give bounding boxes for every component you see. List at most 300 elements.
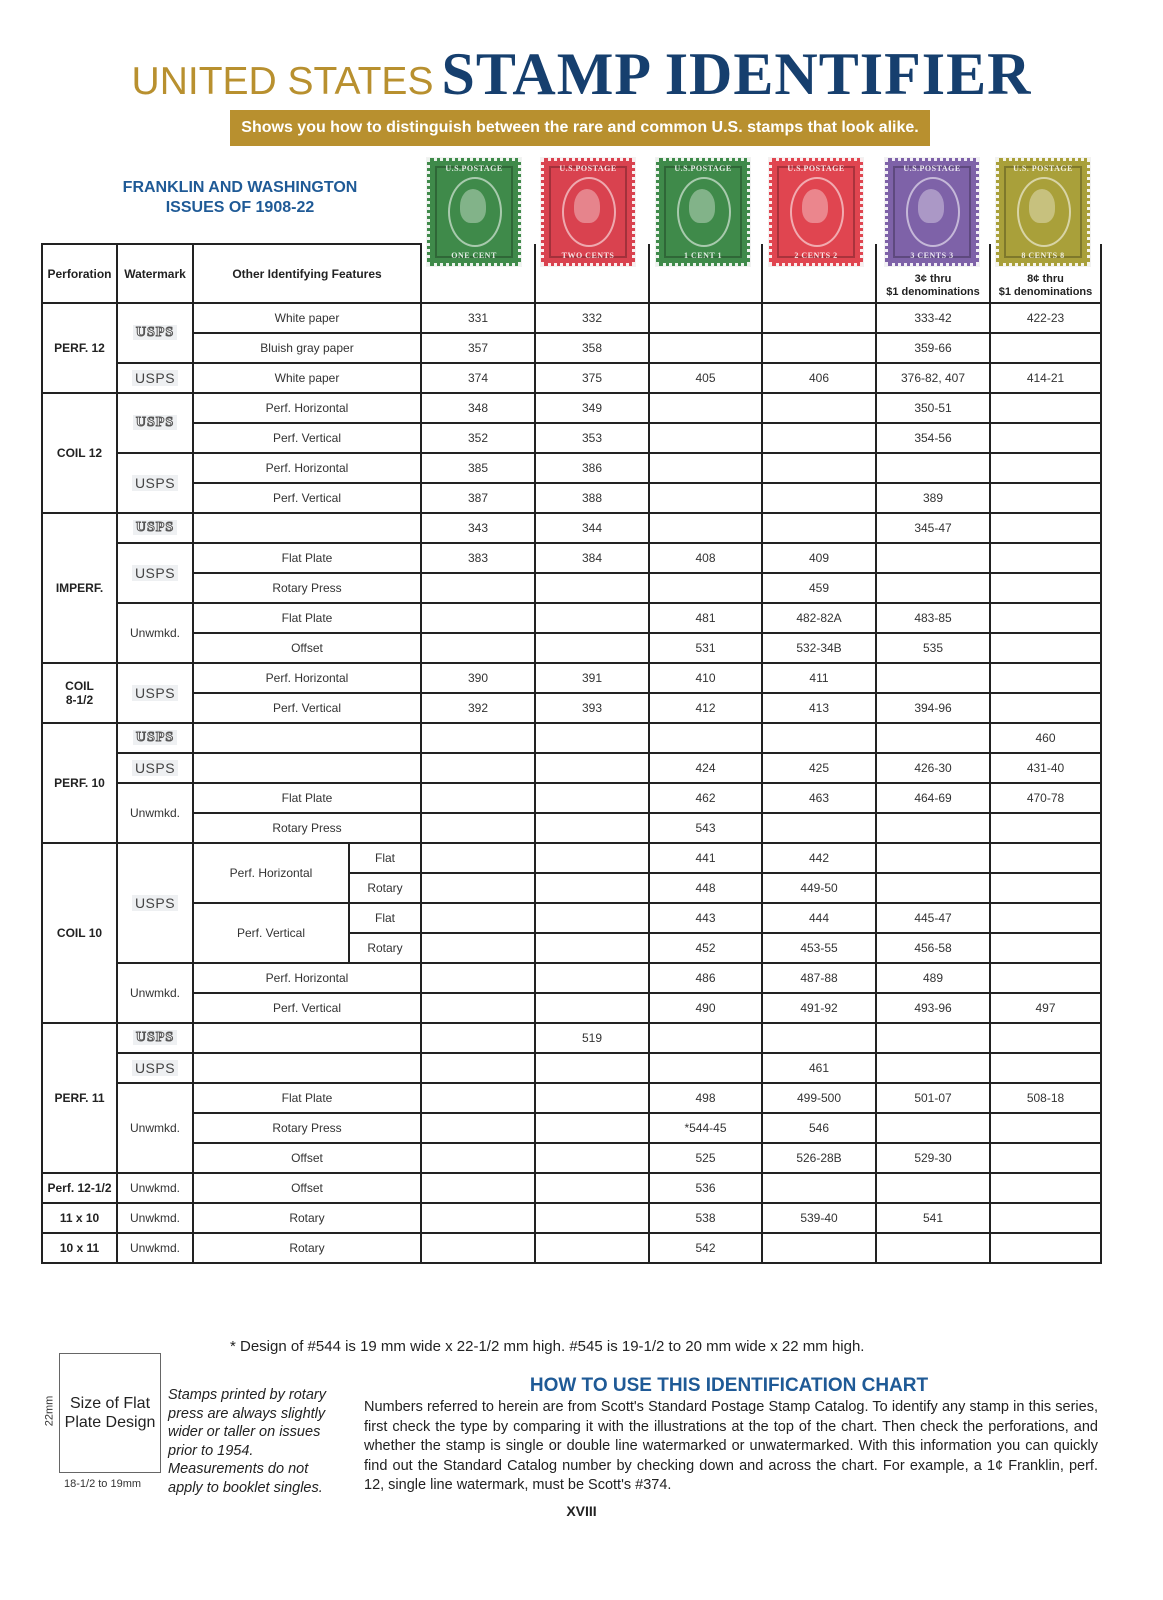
feature-cell <box>193 513 421 543</box>
catalog-number-cell: 542 <box>649 1233 762 1263</box>
catalog-number-cell <box>535 1203 649 1233</box>
catalog-number-cell <box>876 723 990 753</box>
catalog-number-cell <box>876 1233 990 1263</box>
catalog-number-cell: 448 <box>649 873 762 903</box>
watermark-cell: Unwmkd. <box>117 963 193 1023</box>
feature-cell <box>193 723 421 753</box>
catalog-number-cell: 359-66 <box>876 333 990 363</box>
catalog-number-cell: 445-47 <box>876 903 990 933</box>
catalog-number-cell: 531 <box>649 633 762 663</box>
catalog-number-cell <box>990 933 1101 963</box>
catalog-number-cell: 489 <box>876 963 990 993</box>
catalog-number-cell <box>990 1023 1101 1053</box>
catalog-number-cell: 414-21 <box>990 363 1101 393</box>
table-row <box>42 453 1101 483</box>
catalog-number-cell <box>421 1233 535 1263</box>
feature-cell: Offset <box>193 1173 421 1203</box>
single-line-watermark-icon: USPS <box>132 370 178 386</box>
page-number: XVIII <box>566 1503 597 1519</box>
catalog-number-cell <box>990 963 1101 993</box>
catalog-number-cell <box>535 1143 649 1173</box>
feature-cell: White paper <box>193 303 421 333</box>
catalog-number-cell: 487-88 <box>762 963 876 993</box>
catalog-number-cell <box>535 843 649 873</box>
catalog-number-cell <box>535 723 649 753</box>
catalog-number-cell <box>876 813 990 843</box>
catalog-number-cell: 349 <box>535 393 649 423</box>
catalog-number-cell <box>535 633 649 663</box>
how-to-body: Numbers referred to herein are from Scott's Standard Postage Stamp Catalog. To identify any stamp in this series, first check the type by comparing it with the illustrations at the top of the chart. Then check the perforations, and whether the stamp is single or double line watermarked or unwatermarked. With this information you can quickly find out the Standard Catalog number by checking down and across the chart. For example, a 1¢ Franklin, perf. 12, single line watermark, must be Scott's #374. <box>364 1399 1098 1493</box>
table-row <box>42 513 1101 543</box>
catalog-number-cell: 390 <box>421 663 535 693</box>
title-prefix: UNITED STATES <box>131 60 434 103</box>
catalog-number-cell <box>421 963 535 993</box>
catalog-number-cell <box>876 1173 990 1203</box>
how-to-title: HOW TO USE THIS IDENTIFICATION CHART <box>529 1375 929 1396</box>
catalog-number-cell <box>876 663 990 693</box>
catalog-number-cell <box>421 933 535 963</box>
catalog-number-cell: 543 <box>649 813 762 843</box>
catalog-number-cell <box>535 1233 649 1263</box>
catalog-number-cell <box>649 723 762 753</box>
catalog-number-cell: 387 <box>421 483 535 513</box>
catalog-number-cell <box>990 1203 1101 1233</box>
table-row <box>42 423 1101 453</box>
double-line-watermark-icon: USPS <box>133 520 177 535</box>
catalog-number-cell: 456-58 <box>876 933 990 963</box>
watermark-cell <box>117 543 193 603</box>
footnote: * Design of #544 is 19 mm wide x 22-1/2 mm high. #545 is 19-1/2 to 20 mm wide x 22 mm high. <box>230 1338 865 1355</box>
catalog-number-cell: 375 <box>535 363 649 393</box>
feature-cell: Rotary Press <box>193 1113 421 1143</box>
catalog-number-cell <box>421 573 535 603</box>
feature-cell: Perf. Vertical <box>193 423 421 453</box>
title-main: STAMP IDENTIFIER <box>441 41 1032 107</box>
feature-cell: Perf. Vertical <box>193 993 421 1023</box>
catalog-number-cell <box>990 1233 1101 1263</box>
feature-cell: Perf. Vertical <box>193 483 421 513</box>
catalog-number-cell: 409 <box>762 543 876 573</box>
double-line-watermark-icon: USPS <box>133 415 177 430</box>
catalog-number-cell <box>876 453 990 483</box>
catalog-number-cell: 333-42 <box>876 303 990 333</box>
feature-cell <box>193 1053 421 1083</box>
catalog-number-cell: 482-82A <box>762 603 876 633</box>
catalog-number-cell: 498 <box>649 1083 762 1113</box>
catalog-number-cell: 490 <box>649 993 762 1023</box>
portrait-icon <box>689 189 715 223</box>
watermark-cell <box>117 393 193 453</box>
feature-cell: Flat Plate <box>193 783 421 813</box>
watermark-cell <box>117 1023 193 1053</box>
table-row <box>42 813 1101 843</box>
catalog-number-cell: 449-50 <box>762 873 876 903</box>
identifier-table <box>41 243 1102 1264</box>
stamp-top-text: U.S.POSTAGE <box>445 164 503 173</box>
catalog-number-cell: 464-69 <box>876 783 990 813</box>
catalog-number-cell <box>421 1023 535 1053</box>
table-row <box>42 963 1101 993</box>
series-subtitle-line1: FRANKLIN AND WASHINGTON <box>122 179 358 196</box>
catalog-number-cell <box>421 633 535 663</box>
double-line-watermark-icon: USPS <box>133 730 177 745</box>
catalog-number-cell: 331 <box>421 303 535 333</box>
catalog-number-cell: 424 <box>649 753 762 783</box>
catalog-number-cell <box>421 873 535 903</box>
table-row <box>42 1053 1101 1083</box>
catalog-number-cell: 441 <box>649 843 762 873</box>
header-col-8c-denominations: 8¢ thru $1 denominations <box>990 244 1101 303</box>
perforation-group: Perf. 12-1/2 <box>42 1173 117 1203</box>
catalog-number-cell: 539-40 <box>762 1203 876 1233</box>
catalog-number-cell: 413 <box>762 693 876 723</box>
perforation-group: PERF. 11 <box>42 1023 117 1173</box>
single-line-watermark-icon: USPS <box>132 685 178 701</box>
table-row <box>42 693 1101 723</box>
header-col-2c-numeral <box>762 244 876 303</box>
catalog-number-cell <box>535 753 649 783</box>
catalog-number-cell <box>421 753 535 783</box>
table-row <box>42 1023 1101 1053</box>
perforation-group: IMPERF. <box>42 513 117 663</box>
catalog-number-cell: 383 <box>421 543 535 573</box>
header-row <box>42 244 1101 303</box>
catalog-number-cell: 353 <box>535 423 649 453</box>
catalog-number-cell <box>990 1053 1101 1083</box>
catalog-number-cell: 391 <box>535 663 649 693</box>
perforation-group: PERF. 12 <box>42 303 117 393</box>
catalog-number-cell <box>990 1113 1101 1143</box>
catalog-number-cell <box>990 813 1101 843</box>
catalog-number-cell <box>876 573 990 603</box>
catalog-number-cell: 392 <box>421 693 535 723</box>
catalog-number-cell <box>762 1173 876 1203</box>
feature-cell: Flat Plate <box>193 603 421 633</box>
table-row <box>42 543 1101 573</box>
single-line-watermark-icon: USPS <box>132 1060 178 1076</box>
rotary-note: Stamps printed by rotary press are always slightly wider or taller on issues prior to 1954. Measurements do not apply to booklet singles. <box>168 1387 326 1496</box>
catalog-number-cell: 452 <box>649 933 762 963</box>
catalog-number-cell <box>649 483 762 513</box>
catalog-number-cell: 345-47 <box>876 513 990 543</box>
catalog-number-cell <box>990 1143 1101 1173</box>
catalog-number-cell: 374 <box>421 363 535 393</box>
stamp-top-text: U.S.POSTAGE <box>787 164 845 173</box>
catalog-number-cell: 411 <box>762 663 876 693</box>
catalog-number-cell <box>990 873 1101 903</box>
catalog-number-cell: 536 <box>649 1173 762 1203</box>
catalog-number-cell <box>876 543 990 573</box>
catalog-number-cell: 493-96 <box>876 993 990 1023</box>
table-row <box>42 603 1101 633</box>
table-row <box>42 333 1101 363</box>
perforation-group: PERF. 10 <box>42 723 117 843</box>
feature-cell: Perf. Vertical <box>193 903 349 963</box>
table-row <box>42 303 1101 333</box>
table-row <box>42 723 1101 753</box>
catalog-number-cell <box>535 1053 649 1083</box>
table-row <box>42 633 1101 663</box>
feature-subcell: Rotary <box>349 933 421 963</box>
catalog-number-cell <box>649 423 762 453</box>
watermark-cell: Unwmkd. <box>117 1083 193 1173</box>
feature-subcell: Flat <box>349 903 421 933</box>
feature-subcell: Flat <box>349 843 421 873</box>
header-col-1c-franklin <box>421 244 535 303</box>
stamp-top-text: U.S. POSTAGE <box>1013 164 1073 173</box>
catalog-number-cell <box>535 573 649 603</box>
catalog-number-cell: 354-56 <box>876 423 990 453</box>
catalog-number-cell <box>649 303 762 333</box>
catalog-number-cell <box>535 1083 649 1113</box>
feature-subcell: Rotary <box>349 873 421 903</box>
catalog-number-cell: 394-96 <box>876 693 990 723</box>
catalog-number-cell: 481 <box>649 603 762 633</box>
catalog-number-cell: 384 <box>535 543 649 573</box>
catalog-number-cell <box>535 1173 649 1203</box>
catalog-number-cell: 491-92 <box>762 993 876 1023</box>
watermark-cell <box>117 723 193 753</box>
table-row <box>42 1173 1101 1203</box>
catalog-number-cell <box>990 603 1101 633</box>
catalog-number-cell: 535 <box>876 633 990 663</box>
catalog-number-cell: 425 <box>762 753 876 783</box>
watermark-cell: Unwmkd. <box>117 603 193 663</box>
catalog-number-cell <box>762 303 876 333</box>
catalog-number-cell <box>535 783 649 813</box>
feature-cell: Perf. Horizontal <box>193 843 349 903</box>
table-row <box>42 573 1101 603</box>
series-subtitle <box>100 178 380 218</box>
feature-cell: Offset <box>193 633 421 663</box>
stamp-top-text: U.S.POSTAGE <box>674 164 732 173</box>
catalog-number-cell <box>990 333 1101 363</box>
catalog-number-cell <box>990 513 1101 543</box>
table-row <box>42 993 1101 1023</box>
catalog-number-cell: 410 <box>649 663 762 693</box>
watermark-cell <box>117 843 193 963</box>
catalog-number-cell <box>762 1023 876 1053</box>
catalog-number-cell: 508-18 <box>990 1083 1101 1113</box>
feature-cell: White paper <box>193 363 421 393</box>
catalog-number-cell <box>535 813 649 843</box>
catalog-number-cell <box>876 843 990 873</box>
catalog-number-cell: 459 <box>762 573 876 603</box>
single-line-watermark-icon: USPS <box>132 895 178 911</box>
feature-cell <box>193 1023 421 1053</box>
catalog-number-cell <box>990 543 1101 573</box>
catalog-number-cell <box>762 393 876 423</box>
watermark-cell: Unwkmd. <box>117 1233 193 1263</box>
table-row <box>42 783 1101 813</box>
catalog-number-cell <box>762 423 876 453</box>
catalog-number-cell: *544-45 <box>649 1113 762 1143</box>
feature-cell: Flat Plate <box>193 1083 421 1113</box>
catalog-number-cell: 408 <box>649 543 762 573</box>
catalog-number-cell <box>762 723 876 753</box>
catalog-number-cell <box>990 693 1101 723</box>
catalog-number-cell <box>762 1233 876 1263</box>
table-row <box>42 1203 1101 1233</box>
series-subtitle-line2: ISSUES OF 1908-22 <box>165 199 315 216</box>
stamp-bottom-text: ONE CENT <box>451 251 497 260</box>
catalog-number-cell <box>990 633 1101 663</box>
catalog-number-cell: 460 <box>990 723 1101 753</box>
watermark-cell: Unwmkd. <box>117 783 193 843</box>
catalog-number-cell: 443 <box>649 903 762 933</box>
catalog-number-cell <box>876 1113 990 1143</box>
catalog-number-cell <box>421 993 535 1023</box>
header-col-1c-washington <box>649 244 762 303</box>
catalog-number-cell: 525 <box>649 1143 762 1173</box>
catalog-number-cell: 499-500 <box>762 1083 876 1113</box>
catalog-number-cell: 462 <box>649 783 762 813</box>
catalog-number-cell <box>649 1053 762 1083</box>
table-row <box>42 903 1101 933</box>
portrait-icon <box>802 189 828 223</box>
perforation-group: 10 x 11 <box>42 1233 117 1263</box>
catalog-number-cell: 541 <box>876 1203 990 1233</box>
watermark-cell <box>117 453 193 513</box>
catalog-number-cell <box>535 933 649 963</box>
catalog-number-cell: 358 <box>535 333 649 363</box>
catalog-number-cell <box>649 573 762 603</box>
catalog-number-cell <box>876 1053 990 1083</box>
catalog-number-cell: 350-51 <box>876 393 990 423</box>
catalog-number-cell <box>990 1173 1101 1203</box>
catalog-number-cell: 386 <box>535 453 649 483</box>
catalog-number-cell: 348 <box>421 393 535 423</box>
feature-cell: Perf. Horizontal <box>193 393 421 423</box>
header-col-2c-washington <box>535 244 649 303</box>
catalog-number-cell: 497 <box>990 993 1101 1023</box>
table-row <box>42 843 1101 873</box>
catalog-number-cell: 526-28B <box>762 1143 876 1173</box>
catalog-number-cell <box>990 903 1101 933</box>
watermark-cell: Unwkmd. <box>117 1173 193 1203</box>
catalog-number-cell: 519 <box>535 1023 649 1053</box>
catalog-number-cell <box>421 1143 535 1173</box>
single-line-watermark-icon: USPS <box>132 475 178 491</box>
page-title <box>0 40 1163 109</box>
catalog-number-cell: 470-78 <box>990 783 1101 813</box>
perforation-group: COIL 12 <box>42 393 117 513</box>
double-line-watermark-icon: USPS <box>133 325 177 340</box>
watermark-cell <box>117 1053 193 1083</box>
catalog-number-cell <box>990 843 1101 873</box>
catalog-number-cell: 406 <box>762 363 876 393</box>
portrait-icon <box>460 189 486 223</box>
catalog-number-cell <box>876 873 990 903</box>
stamp-top-text: U.S.POSTAGE <box>903 164 961 173</box>
feature-cell: Rotary <box>193 1203 421 1233</box>
stamp-bottom-text: 8 CENTS 8 <box>1021 251 1065 260</box>
table-row <box>42 1143 1101 1173</box>
catalog-number-cell <box>990 393 1101 423</box>
feature-cell: Bluish gray paper <box>193 333 421 363</box>
catalog-number-cell: 431-40 <box>990 753 1101 783</box>
catalog-number-cell <box>421 1053 535 1083</box>
catalog-number-cell <box>649 393 762 423</box>
catalog-number-cell <box>535 993 649 1023</box>
feature-cell: Offset <box>193 1143 421 1173</box>
table-row <box>42 663 1101 693</box>
size-diagram: Size of Flat Plate Design <box>59 1353 161 1473</box>
size-width-label: 18-1/2 to 19mm <box>64 1478 142 1490</box>
catalog-number-cell: 357 <box>421 333 535 363</box>
table-row <box>42 753 1101 783</box>
catalog-number-cell <box>421 813 535 843</box>
catalog-number-cell <box>649 1023 762 1053</box>
feature-cell: Flat Plate <box>193 543 421 573</box>
catalog-number-cell <box>421 783 535 813</box>
catalog-number-cell: 422-23 <box>990 303 1101 333</box>
stamp-bottom-text: 3 CENTS 3 <box>910 251 954 260</box>
stamp-bottom-text: 1 CENT 1 <box>683 251 723 260</box>
catalog-number-cell: 453-55 <box>762 933 876 963</box>
catalog-number-cell <box>762 453 876 483</box>
single-line-watermark-icon: USPS <box>132 565 178 581</box>
catalog-number-cell: 442 <box>762 843 876 873</box>
header-features: Other Identifying Features <box>193 244 421 303</box>
catalog-number-cell: 376-82, 407 <box>876 363 990 393</box>
catalog-number-cell: 463 <box>762 783 876 813</box>
catalog-number-cell: 483-85 <box>876 603 990 633</box>
catalog-number-cell <box>649 453 762 483</box>
catalog-number-cell <box>421 1173 535 1203</box>
watermark-cell: Unwkmd. <box>117 1203 193 1233</box>
feature-cell: Rotary <box>193 1233 421 1263</box>
portrait-icon <box>918 189 944 223</box>
catalog-number-cell: 546 <box>762 1113 876 1143</box>
catalog-number-cell <box>421 1113 535 1143</box>
catalog-number-cell: 501-07 <box>876 1083 990 1113</box>
feature-cell: Rotary Press <box>193 813 421 843</box>
feature-cell: Perf. Horizontal <box>193 663 421 693</box>
perforation-group: COIL 10 <box>42 843 117 1023</box>
table-row <box>42 393 1101 423</box>
catalog-number-cell <box>421 1203 535 1233</box>
catalog-number-cell: 405 <box>649 363 762 393</box>
catalog-number-cell: 486 <box>649 963 762 993</box>
single-line-watermark-icon: USPS <box>132 760 178 776</box>
catalog-number-cell <box>990 483 1101 513</box>
catalog-number-cell: 532-34B <box>762 633 876 663</box>
catalog-number-cell <box>990 423 1101 453</box>
catalog-number-cell: 389 <box>876 483 990 513</box>
catalog-number-cell <box>990 573 1101 603</box>
catalog-number-cell <box>421 723 535 753</box>
catalog-number-cell: 332 <box>535 303 649 333</box>
double-line-watermark-icon: USPS <box>133 1030 177 1045</box>
catalog-number-cell <box>990 663 1101 693</box>
catalog-number-cell <box>421 603 535 633</box>
catalog-number-cell: 344 <box>535 513 649 543</box>
header-perforation: Perforation <box>42 244 117 303</box>
catalog-number-cell <box>762 333 876 363</box>
catalog-number-cell <box>762 813 876 843</box>
feature-cell <box>193 753 421 783</box>
catalog-number-cell: 388 <box>535 483 649 513</box>
catalog-number-cell <box>876 1023 990 1053</box>
catalog-number-cell <box>762 483 876 513</box>
catalog-number-cell <box>535 603 649 633</box>
catalog-number-cell: 412 <box>649 693 762 723</box>
watermark-cell <box>117 753 193 783</box>
feature-cell: Perf. Vertical <box>193 693 421 723</box>
catalog-number-cell <box>535 1113 649 1143</box>
catalog-number-cell: 538 <box>649 1203 762 1233</box>
